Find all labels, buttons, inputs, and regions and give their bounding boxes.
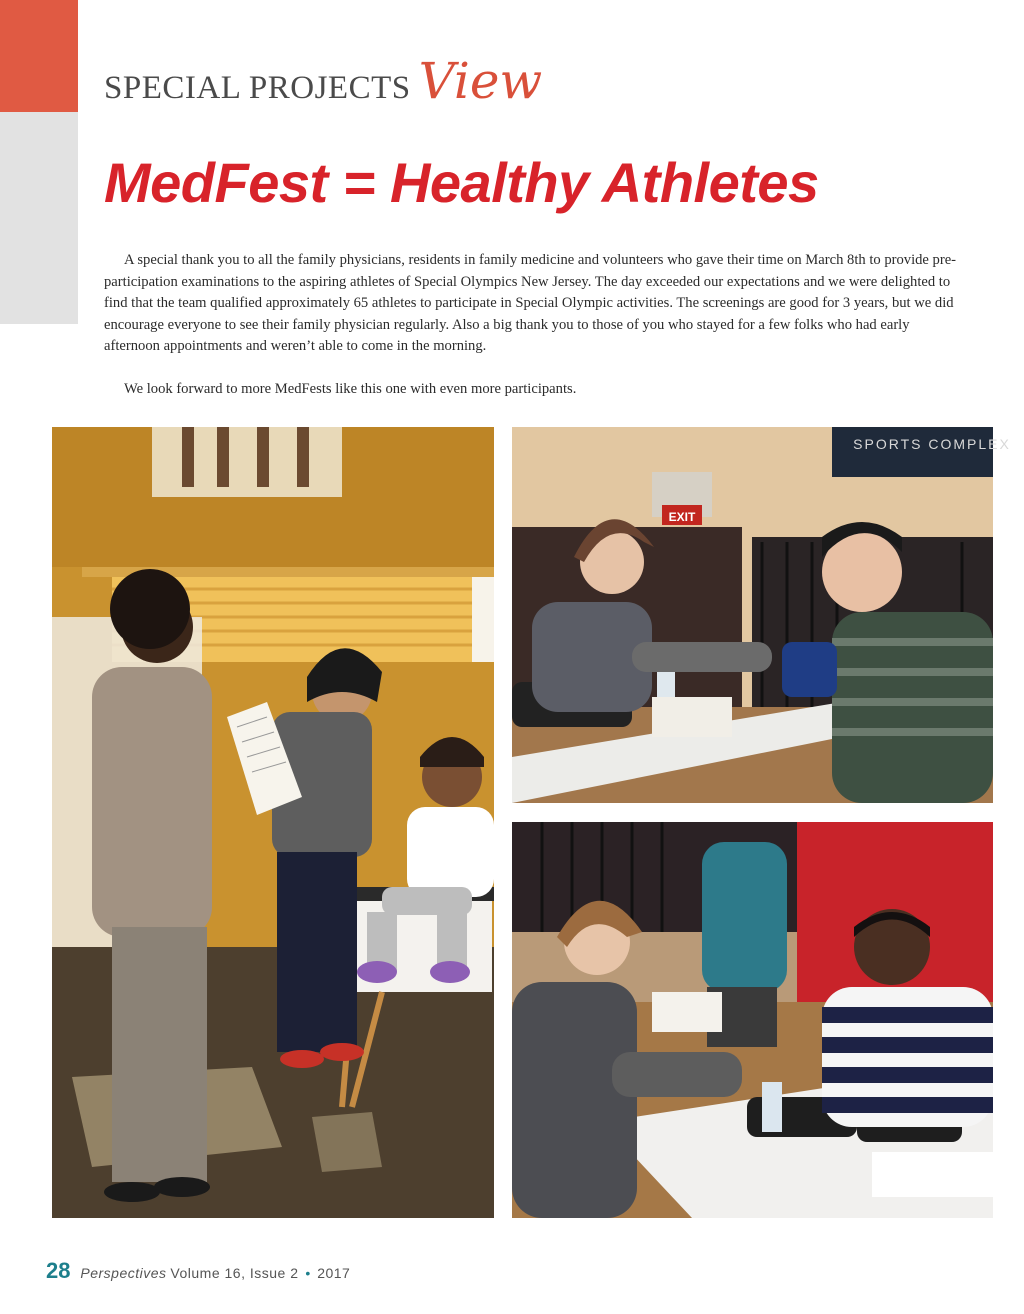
publication-name: Perspectives: [80, 1265, 167, 1281]
photo-blood-pressure-2: [512, 822, 993, 1218]
article-paragraph: We look forward to more MedFests like this one with even more participants.: [124, 380, 577, 397]
page-number: 28: [46, 1258, 71, 1283]
article-paragraph: A special thank you to all the family physicians, residents in family medicine and volunteers who gave their time on March 8th to provide pre-participation examinations to the aspiring athletes of Special Olympics New Jersey. The day exceeded our expectations and we were delighted to find that the team qualified approximately 65 athletes to participate in Special Olympic activities. The screenings are good for 3 years, but we did encourage everyone to see their family physician regularly. Also a big thank you to those of you who stayed for a few folks who had early afternoon appointments and weren’t able to come in the morning.: [104, 252, 957, 355]
section-label: SPECIAL PROJECTS: [104, 70, 411, 106]
photo-blood-pressure-1: [512, 427, 1011, 803]
sidebar-grey-block: [0, 112, 78, 324]
article-title: MedFest = Healthy Athletes: [104, 151, 819, 214]
page-footer: [46, 1258, 350, 1284]
publication-year: 2017: [317, 1265, 351, 1281]
publication-issue: Volume 16, Issue 2: [170, 1265, 299, 1281]
sidebar-color-block: [0, 0, 78, 112]
section-label-script: View: [418, 52, 543, 110]
sports-complex-sign: SPORTS COMPLEX: [853, 436, 1011, 452]
article-body: [104, 250, 960, 422]
exit-sign: EXIT: [668, 510, 696, 524]
section-header: [104, 52, 542, 110]
footer-separator: •: [305, 1265, 311, 1281]
photo-exam-room: [52, 427, 494, 1218]
